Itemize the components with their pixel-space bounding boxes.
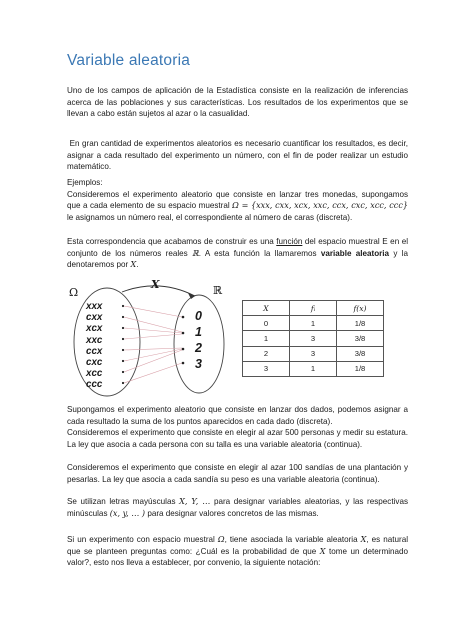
omega-label: Ω [69, 286, 79, 299]
correspondence-text-a: Esta correspondencia que acabamos de construir es una [67, 237, 274, 246]
outcome-item: xcx [86, 323, 103, 335]
number-item: 1 [195, 325, 202, 339]
intro-paragraph: Uno de los campos de aplicación de la Estadística consiste en la realización de inferencias acerca de las poblaciones y sus características. Los resultados de los experimentos que se llevan a cabo están sujetos al azar o la casualidad. [67, 86, 408, 119]
number-item: 3 [195, 357, 202, 371]
correspondence-text-b: del espacio muestral E en el conjunto de los números reales [67, 237, 409, 258]
table-cell: 3/8 [337, 346, 384, 361]
table-cell: 1 [243, 331, 290, 346]
table-cell: 1 [290, 316, 337, 331]
outcomes-list [86, 301, 102, 391]
example-coins-paragraph [67, 189, 408, 224]
mapping-dots [122, 305, 184, 384]
table-row [243, 331, 384, 346]
page-title: Variable aleatoria [67, 52, 191, 69]
function-link[interactable]: función [276, 237, 303, 246]
outcome-item: xcc [86, 368, 103, 380]
correspondence-text-d: y la denotaremos por [67, 248, 409, 270]
notation-text-a: Se utilizan letras mayúsculas [67, 497, 176, 506]
quantify-text: En gran cantidad de experimentos aleatorios es necesario cuantificar los resultados, es decir, asignar a cada resultado del experimento un número, con el fin de poder realizar un estudio matemático. [67, 139, 408, 172]
sample-space-ellipse [74, 288, 140, 396]
notation-text-b: para designar variables aleatorias, y las respectivas minúsculas [67, 497, 408, 518]
table-cell: 1/8 [337, 316, 384, 331]
distribution-table [242, 300, 384, 377]
examples-label: Ejemplos: [67, 178, 103, 187]
quantify-paragraph [67, 138, 408, 173]
number-item: 2 [195, 341, 202, 355]
final-omega: Ω [217, 534, 225, 544]
table-cell: 0 [243, 316, 290, 331]
x-symbol: X [130, 259, 137, 270]
final-x-1: X [360, 534, 367, 544]
final-text-c: , es natural que se planteen preguntas como: ¿Cuál es la probabilidad de que [67, 535, 408, 556]
table-row [243, 361, 384, 376]
correspondence-paragraph [67, 236, 408, 271]
table-cell: 3 [290, 346, 337, 361]
column-header-fi: fᵢ [290, 301, 337, 316]
table-cell: 3 [290, 331, 337, 346]
table-cell: 3 [243, 361, 290, 376]
outcome-item: cxx [86, 312, 103, 324]
random-variable-term: variable aleatoria [320, 248, 390, 258]
example-coins-text-b: le asignamos un número real, el correspondiente al número de caras (discreta). [67, 212, 353, 222]
period: . [136, 260, 139, 270]
omega-equals: Ω = [232, 200, 249, 211]
table-header-row [243, 301, 384, 316]
table-cell: 2 [243, 346, 290, 361]
table-cell: 1 [290, 361, 337, 376]
final-text-b: , tiene asociada la variable aleatoria [224, 535, 358, 544]
table-row [243, 346, 384, 361]
outcome-item: ccx [86, 345, 103, 357]
table-row [243, 316, 384, 331]
final-text-d: tome un determinado valor?, esto nos lleva a establecer, por convenio, la siguiente notación: [67, 546, 409, 568]
example-dice-paragraph: Supongamos el experimento aleatorio que consiste en lanzar dos dados, podemos asignar a cada resultado la suma de los puntos aparecidos en cada dado (discreta). [67, 405, 408, 426]
lowercase-vars: (x, y, … ) [109, 507, 146, 518]
table-cell: 1/8 [337, 361, 384, 376]
reals-label: ℝ [213, 284, 223, 297]
final-x-2: X [319, 545, 326, 556]
correspondence-text-c: . A esta función la llamaremos [198, 248, 317, 258]
example-coins-text-a: Consideremos el experimento aleatorio que consiste en lanzar tres monedas, supongamos que a cada elemento de su espacio muestral [67, 189, 408, 211]
example-watermelon-paragraph: Consideremos el experimento que consiste en elegir al azar 100 sandías de una plantación y pesarlas. La ley que asocia a cada sandía su peso es una variable aleatoria (continua). [67, 463, 408, 484]
mapping-lines [124, 306, 182, 383]
notation-paragraph [67, 496, 408, 519]
outcome-item: xxx [86, 301, 103, 312]
notation-text-c: para designar valores concretos de las mismas. [147, 508, 319, 518]
final-paragraph [67, 534, 408, 569]
outcome-item: xxc [86, 334, 103, 346]
outcome-item: ccc [86, 379, 103, 391]
example-height-paragraph: Consideremos el experimento que consiste en elegir al azar 500 personas y medir su estatura. La ley que asocia a cada persona con su talla es una variable aleatoria (continua). [67, 428, 408, 449]
table-cell: 3/8 [337, 331, 384, 346]
column-header-x: X [243, 301, 290, 316]
mapping-diagram [67, 278, 237, 397]
x-function-label: X [151, 278, 160, 291]
number-item: 0 [195, 309, 202, 323]
sample-space-set: {xxx, cxx, xcx, xxc, ccx, cxc, xcc, ccc} [250, 200, 409, 211]
uppercase-vars: X, Y, … [179, 496, 211, 506]
numbers-list [195, 308, 202, 372]
final-text-a: Si un experimento con espacio muestral [67, 535, 215, 544]
column-header-fx: f(x) [337, 301, 384, 316]
reals-symbol: ℝ [192, 247, 199, 258]
outcome-item: cxc [86, 356, 103, 368]
